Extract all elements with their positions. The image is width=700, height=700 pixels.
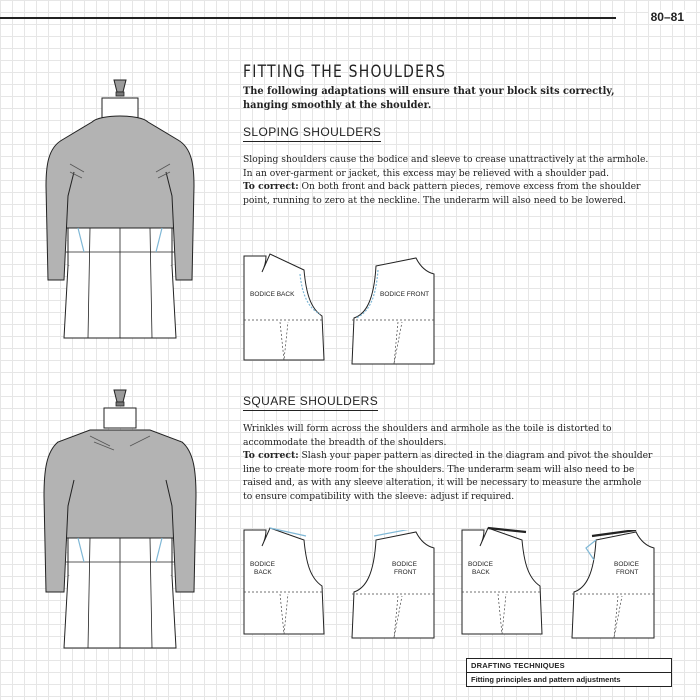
sloping-shoulders-text <box>243 153 653 207</box>
pattern-sloping-back <box>240 248 340 364</box>
pattern-square-back-1 <box>240 522 340 638</box>
square-correct-text: Slash your paper pattern as directed in the diagram and pivot the shoulder line to create more room for the shoulders. The underarm seam will also need to be raised and, as with any sleeve alteration, it will be necessary to measure the armhole to ensure compatibility with the sleeve: adjust if required. <box>243 450 653 502</box>
sloping-correct-label: To correct: <box>243 181 299 193</box>
pattern-square-back-2 <box>458 522 558 638</box>
dress-form-sloping-shoulders <box>30 76 220 348</box>
label-back-3: BACK <box>472 569 490 576</box>
label-bodice-2: BODICE <box>392 561 417 568</box>
pattern-square-front-1 <box>346 530 446 642</box>
label-bodice-3: BODICE <box>468 561 493 568</box>
heading-square-shoulders: SQUARE SHOULDERS <box>243 394 378 411</box>
label-bodice-front: BODICE FRONT <box>380 291 430 298</box>
square-body: Wrinkles will form across the shoulders and armhole as the toile is distorted to accommodate the breadth of the shoulders. <box>243 423 612 448</box>
label-front-2: FRONT <box>394 569 417 576</box>
page-number: 80–81 <box>650 10 684 24</box>
heading-sloping-shoulders: SLOPING SHOULDERS <box>243 125 381 142</box>
dress-form-square-shoulders <box>30 386 220 658</box>
intro-text: The following adaptations will ensure that your block sits correctly, hanging smoothly at the shoulder. <box>243 86 615 111</box>
label-bodice-back: BODICE BACK <box>250 291 295 298</box>
square-shoulders-text <box>243 422 653 504</box>
footer-subtitle: Fitting principles and pattern adjustments <box>471 675 621 684</box>
label-bodice-4: BODICE <box>614 561 639 568</box>
sloping-body: Sloping shoulders cause the bodice and sleeve to crease unattractively at the armhole. In an over-garment or jacket, this excess may be relieved with a shoulder pad. <box>243 154 649 179</box>
label-back-1: BACK <box>254 569 272 576</box>
label-bodice-1: BODICE <box>250 561 275 568</box>
sloping-correct-text: On both front and back pattern pieces, remove excess from the shoulder point, running to zero at the neckline. The underarm will also need to be lowered. <box>243 181 641 206</box>
footer-box <box>466 658 672 687</box>
label-front-4: FRONT <box>616 569 639 576</box>
page-title: FITTING THE SHOULDERS <box>243 62 447 82</box>
pattern-sloping-front <box>346 256 446 368</box>
square-correct-label: To correct: <box>243 450 299 462</box>
pattern-square-front-2 <box>566 530 666 642</box>
header-rule <box>0 17 616 19</box>
footer-category: DRAFTING TECHNIQUES <box>467 659 671 673</box>
